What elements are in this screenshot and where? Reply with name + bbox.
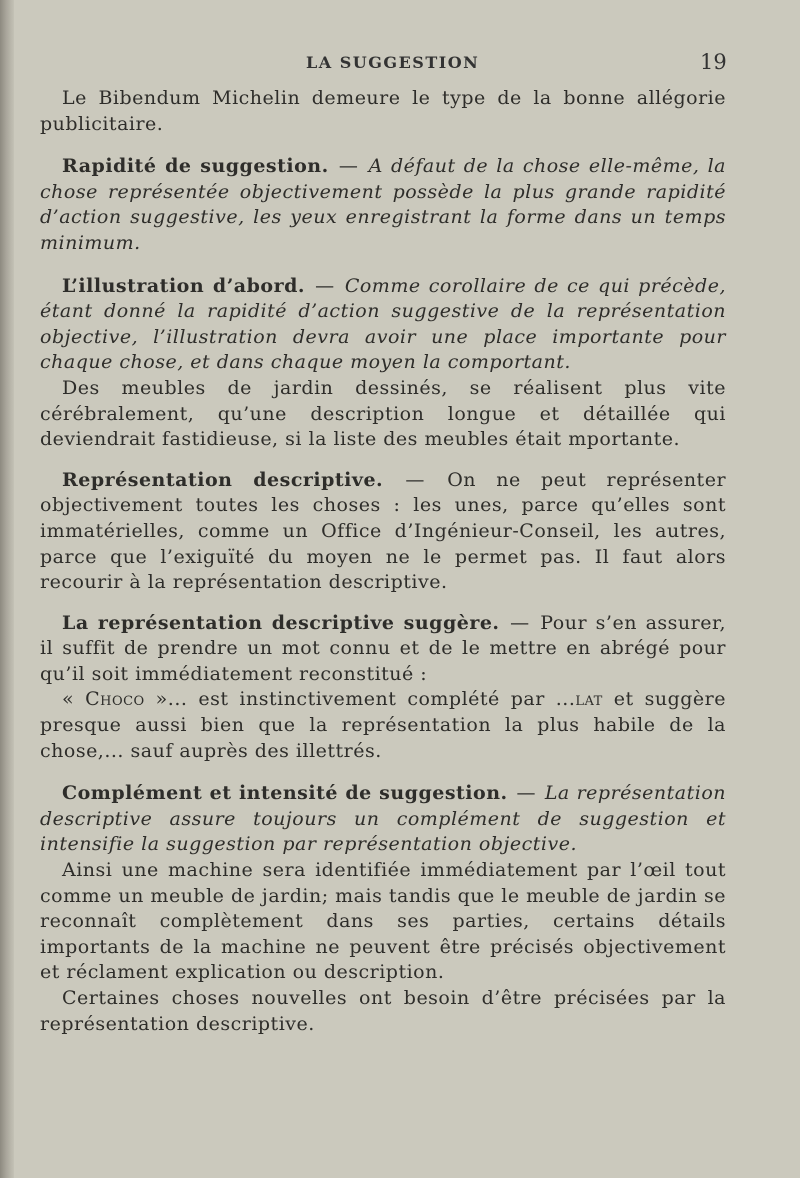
choco-rest: et suggère presque aussi bien que la représentation la plus habile de la chose,... sauf auprès des illettrés.	[40, 688, 727, 762]
em-dash: —	[338, 155, 359, 178]
section-rapidite	[40, 154, 726, 256]
section-text-complement: La représentation descriptive assure toujours un complément de suggestion et intensifie la suggestion par représentation objective.	[40, 782, 726, 856]
section-text-rapidite: A défaut de la chose elle-même, la chose représentée objectivement possède la plus grande rapidité d’action suggestive, les yeux enregistrant la forme dans un temps minimum.	[40, 155, 727, 254]
em-dash: —	[405, 468, 425, 491]
paragraph-machine: Ainsi une machine sera identifiée immédiatement par l’œil tout comme un meuble de jardin; mais tandis que le meuble de jardin se reconnaît complètement dans ses parties, certains détails importants de la machine ne peuvent être précisés objectivement et réclament explication ou description.	[40, 859, 726, 984]
paragraph-choco	[40, 687, 726, 764]
paragraph-choses-nouvelles: Certaines choses nouvelles ont besoin d’être précisées par la représentation descriptive.	[40, 987, 726, 1035]
page-number: 19	[700, 50, 727, 74]
book-binding-edge	[0, 0, 14, 1178]
paragraph-bibendum: Le Bibendum Michelin demeure le type de la bonne allégorie publicitaire.	[40, 87, 726, 135]
em-dash: —	[510, 611, 530, 634]
section-complement	[40, 781, 726, 858]
section-heading-representation-descriptive: Représentation descriptive.	[62, 468, 384, 491]
page-body	[40, 86, 726, 1037]
section-suggere	[40, 611, 726, 688]
lat-suffix: lat	[575, 688, 603, 711]
page-header	[0, 50, 800, 76]
section-text-suggere: Pour s’en assurer, il suffit de prendre un mot connu et de le mettre en abrégé pour qu’il soit immédiatement reconstitué :	[40, 611, 726, 685]
section-heading-illustration: L’illustration d’abord.	[62, 274, 305, 297]
quote-open: «	[62, 688, 86, 711]
section-representation-descriptive	[40, 468, 726, 596]
choco-middle: »... est instinctivement complété par ...	[144, 688, 576, 711]
section-text-illustration: Comme corollaire de ce qui précède, étant donné la rapidité d’action suggestive de la représentation objective, l’illustration devra avoir une place importante pour chaque chose, et dans chaque moyen la comportant.	[40, 274, 726, 374]
section-illustration	[40, 274, 726, 376]
em-dash: —	[516, 782, 536, 805]
section-heading-suggere: La représentation descriptive suggère.	[62, 611, 500, 634]
choco-word: Choco	[85, 688, 145, 711]
section-text-representation-descriptive: On ne peut représenter objectivement toutes les choses : les unes, parce qu’elles sont immatérielles, comme un Office d’Ingénieur-Conseil, les autres, parce que l’exiguïté du moyen ne le permet pas. Il faut alors recourir à la représentation descriptive.	[40, 468, 727, 594]
section-heading-rapidite: Rapidité de suggestion.	[62, 155, 329, 178]
section-heading-complement: Complément et intensité de suggestion.	[62, 782, 508, 805]
paragraph-meubles: Des meubles de jardin dessinés, se réalisent plus vite cérébralement, qu’une description longue et détaillée qui deviendrait fastidieuse, si la liste des meubles était mportante.	[40, 376, 726, 451]
running-title: LA SUGGESTION	[306, 53, 480, 72]
em-dash: —	[315, 274, 335, 297]
